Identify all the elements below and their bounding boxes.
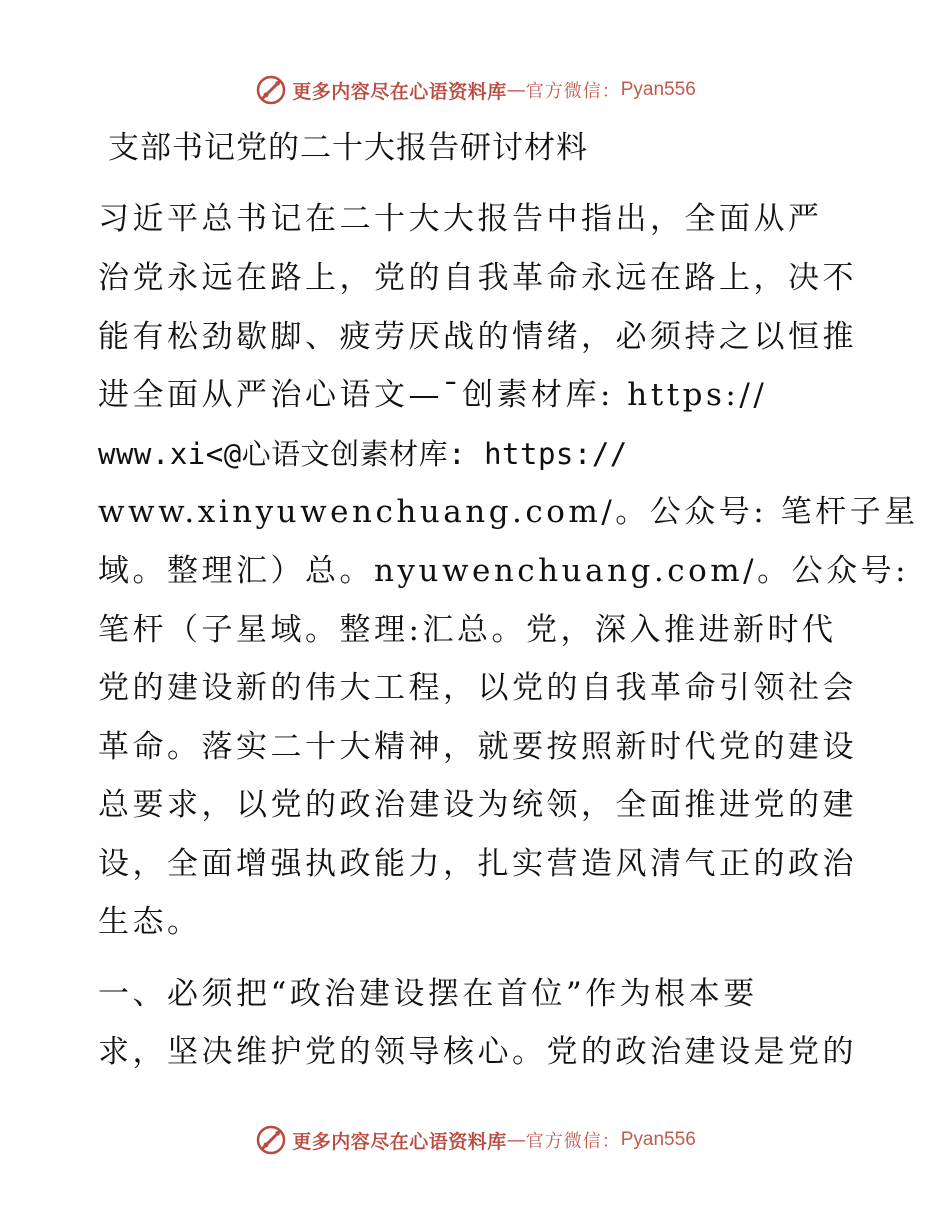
body-line: 设，全面增强执政能力，扎实营造风清气正的政治: [98, 846, 857, 882]
body-line: 习近平总书记在二十大大报告中指出，全面从严: [98, 201, 823, 237]
header-watermark-banner: [0, 70, 950, 110]
body-line: 革命。落实二十大精神，就要按照新时代党的建设: [98, 729, 857, 765]
banner-wechat-id: Pyan556: [620, 79, 696, 100]
body-line: 能有松劲歇脚、疲劳厌战的情绪，必须持之以恒推: [98, 319, 857, 355]
body-line: www.xi<@心语文创素材库: https://: [98, 437, 628, 471]
banner-wechat-label: 官方微信：: [525, 81, 621, 102]
banner-wechat-label: 官方微信：: [525, 1131, 621, 1152]
document-title: 支部书记党的二十大报告研讨材料: [108, 130, 588, 166]
banner-main-text: 更多内容尽在心语资料库: [292, 1130, 507, 1153]
body-line: 生态。: [98, 904, 202, 940]
body-line: 治党永远在路上，党的自我革命永远在路上，决不: [98, 260, 857, 296]
body-line: 党的建设新的伟大工程，以党的自我革命引领社会: [98, 670, 857, 706]
body-line: www.xinyuwenchuang.com/。公众号: 笔杆子星: [98, 494, 919, 530]
body-line: 求，坚决维护党的领导核心。党的政治建设是党的: [98, 1034, 857, 1070]
banner-main-text: 更多内容尽在心语资料库: [292, 80, 507, 103]
body-line: 进全面从严治心语文—¯创素材库: https://: [98, 377, 768, 413]
footer-watermark-banner: [0, 1120, 950, 1160]
banner-dash: —: [506, 79, 526, 101]
body-line: 笔杆（子星域。整理:汇总。党，深入推进新时代: [98, 612, 837, 648]
pen-seal-logo-icon: [254, 1123, 288, 1157]
section-heading-line: 一、必须把“政治建设摆在首位”作为根本要: [98, 976, 758, 1012]
pen-seal-logo-icon: [254, 73, 288, 107]
body-line: 域。整理汇）总。nyuwenchuang.com/。公众号:: [98, 553, 910, 589]
body-line: 总要求，以党的政治建设为统领，全面推进党的建: [98, 787, 857, 823]
banner-wechat-id: Pyan556: [620, 1129, 696, 1150]
banner-dash: —: [506, 1129, 526, 1151]
